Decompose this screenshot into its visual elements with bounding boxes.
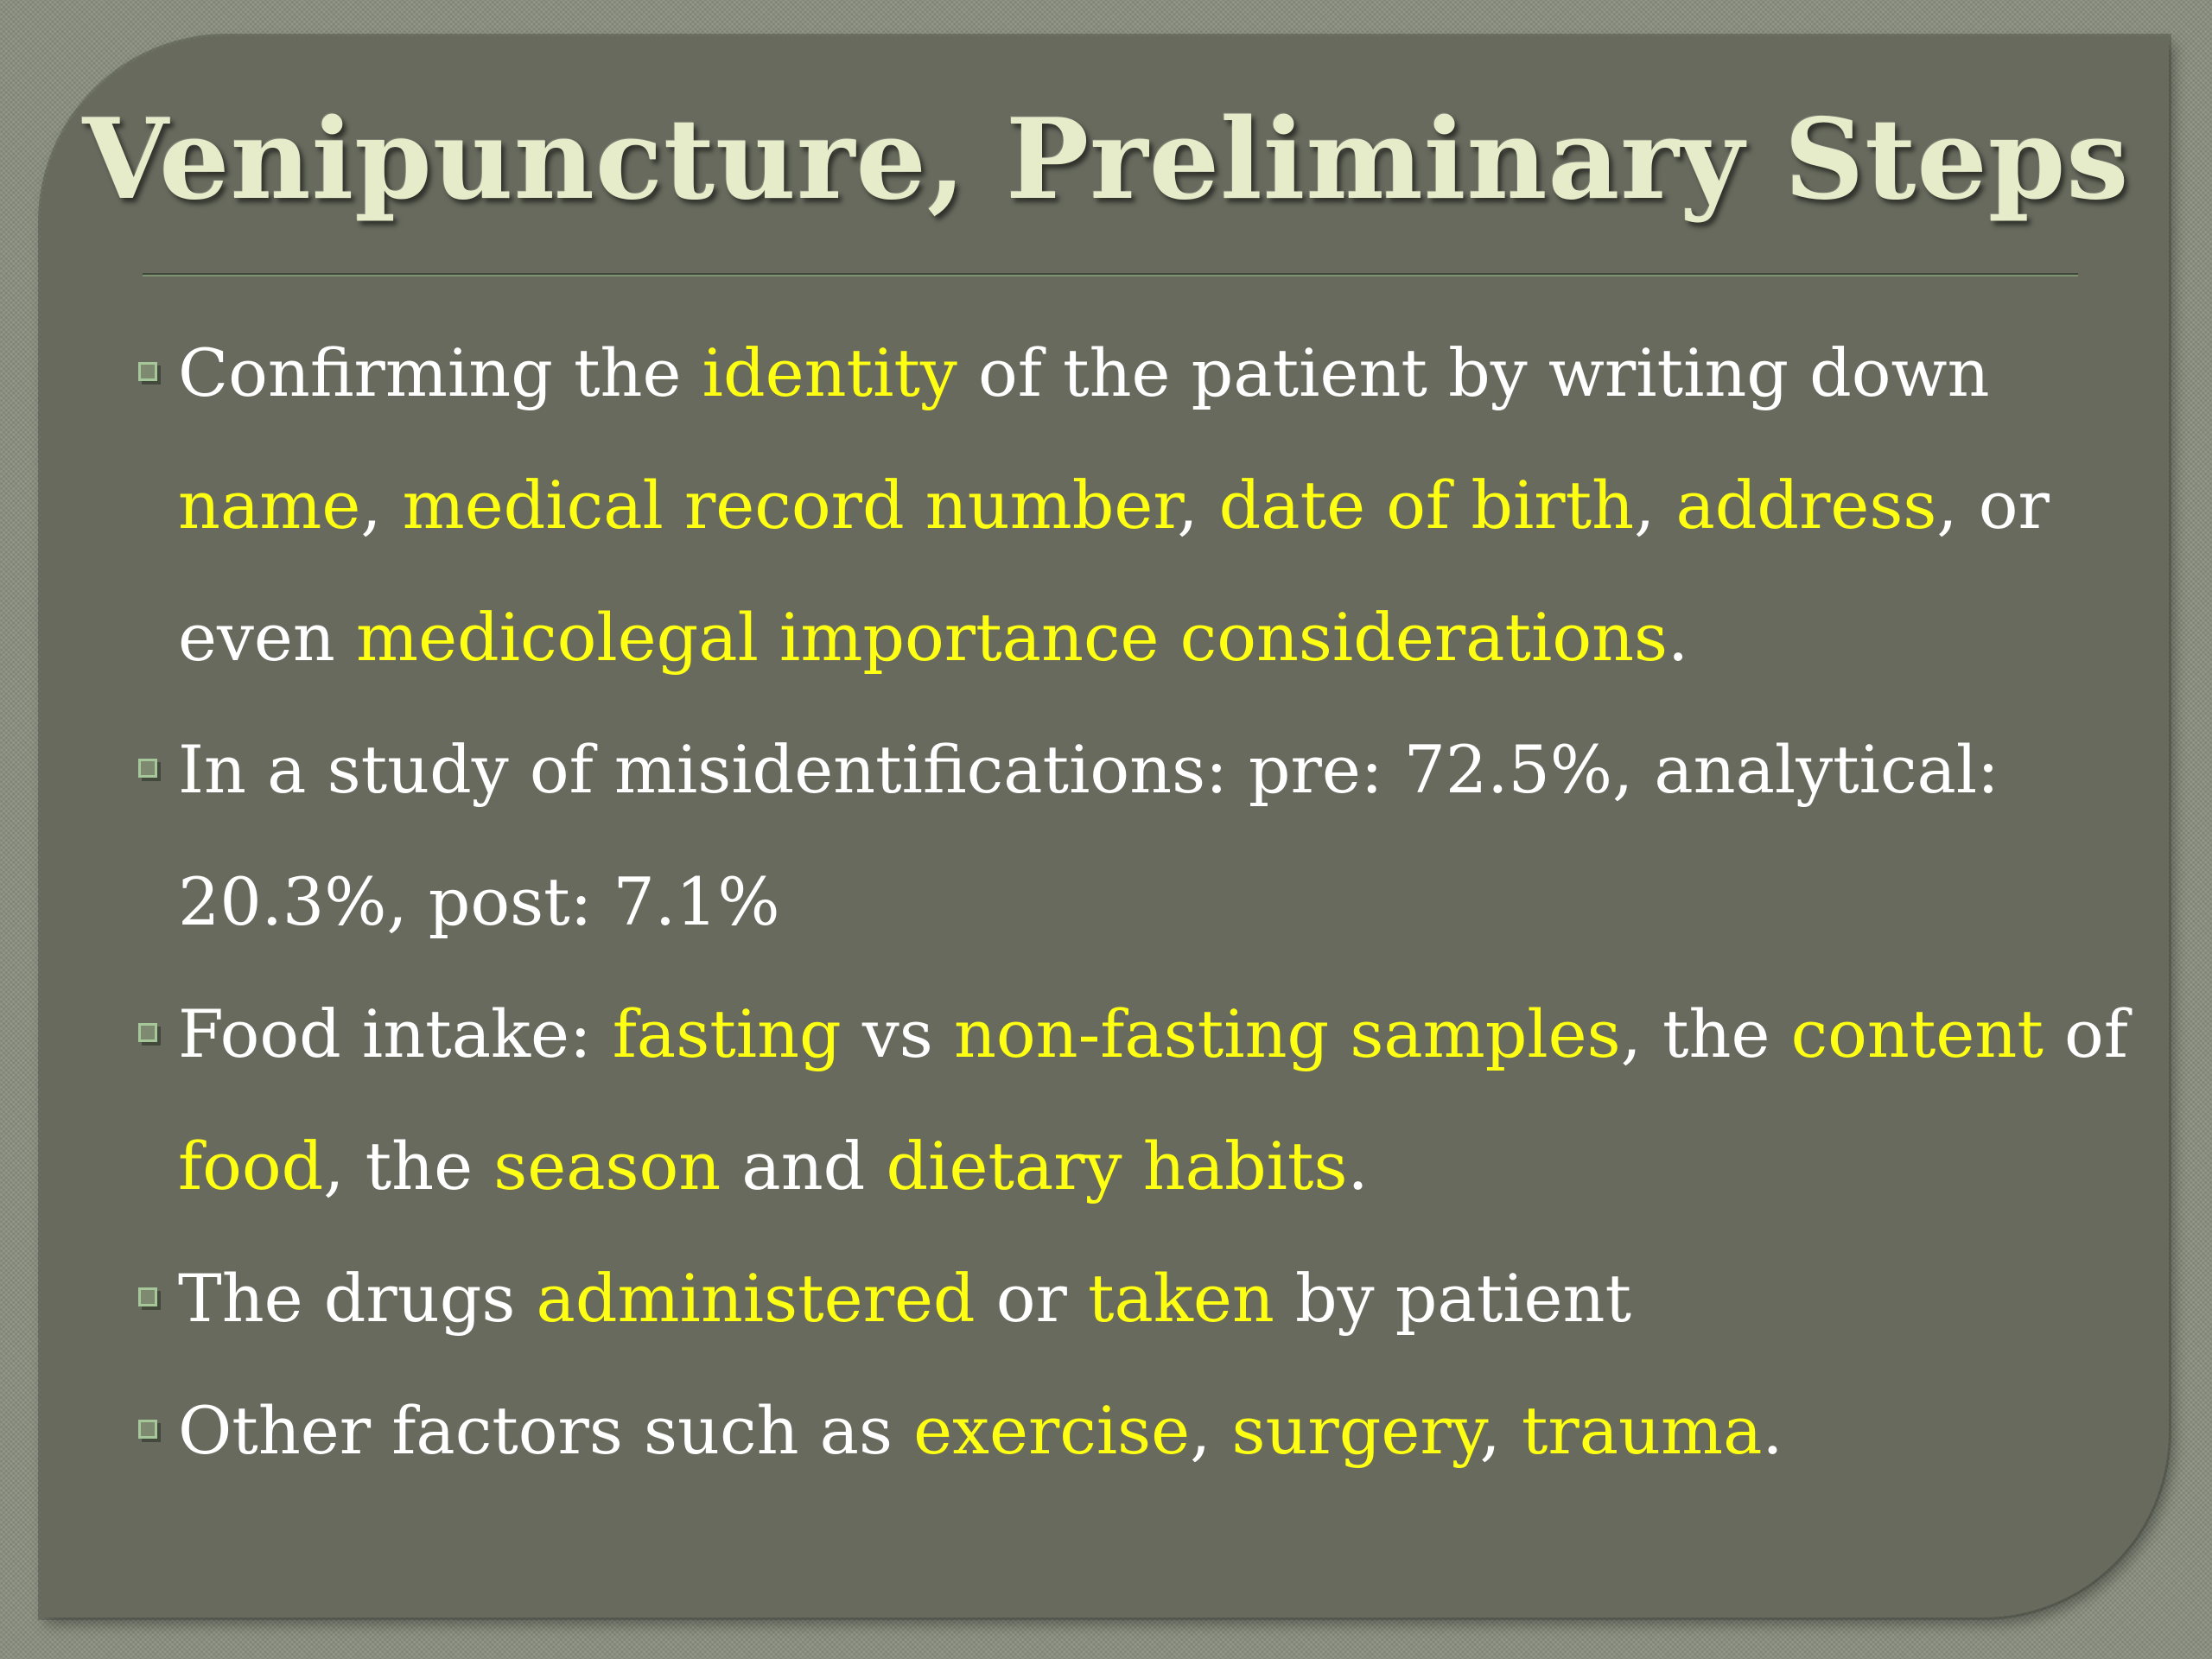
- body-text: , the: [1620, 995, 1791, 1072]
- bullet-line: [178, 703, 2115, 836]
- highlighted-text: address: [1675, 467, 1937, 543]
- highlighted-text: trauma: [1521, 1392, 1763, 1469]
- body-text: The drugs: [178, 1260, 537, 1337]
- body-text: ,: [1190, 1392, 1232, 1469]
- bullet-item: [137, 307, 2115, 703]
- highlighted-text: taken: [1088, 1260, 1274, 1337]
- body-text: ,: [1479, 1392, 1522, 1469]
- highlighted-text: administered: [536, 1260, 976, 1337]
- highlighted-text: exercise: [913, 1392, 1191, 1469]
- bullet-list: [137, 307, 2128, 1497]
- bullet-line: [178, 836, 2115, 968]
- highlighted-text: content: [1790, 995, 2044, 1072]
- bullet-line: [178, 968, 2128, 1100]
- body-text: by patient: [1274, 1260, 1632, 1337]
- square-checkbox-icon: [138, 1287, 157, 1306]
- bullet-item: [137, 703, 2115, 968]
- body-text: and: [721, 1128, 887, 1205]
- body-text: .: [1668, 599, 1689, 676]
- body-text: vs: [841, 995, 954, 1072]
- highlighted-text: dietary habits: [886, 1128, 1348, 1205]
- body-text: or: [975, 1260, 1088, 1337]
- bullet-line: [178, 307, 2115, 439]
- body-text: ,: [1634, 467, 1676, 543]
- bullet-line: [178, 439, 2115, 571]
- slide-title: Venipuncture, Preliminary Steps: [82, 95, 2130, 225]
- body-text: , the: [323, 1128, 494, 1205]
- bullet-line: [178, 1232, 2115, 1364]
- square-checkbox-icon: [138, 1420, 157, 1439]
- bullet-item: [137, 968, 2128, 1232]
- title-divider: [143, 273, 2078, 275]
- highlighted-text: date of birth: [1218, 467, 1635, 543]
- highlighted-text: surgery: [1231, 1392, 1480, 1469]
- square-checkbox-icon: [138, 1023, 157, 1042]
- body-text: .: [1347, 1128, 1369, 1205]
- highlighted-text: season: [493, 1128, 721, 1205]
- bullet-line: [178, 571, 2115, 703]
- highlighted-text: food: [178, 1128, 324, 1205]
- highlighted-text: name: [178, 467, 361, 543]
- bullet-item: [137, 1232, 2115, 1364]
- body-text: In a study of misidentifications: pre: 72.5%, analytical:: [178, 731, 1999, 808]
- body-text: , or: [1936, 467, 2050, 543]
- highlighted-text: medicolegal importance considerations: [356, 599, 1669, 676]
- highlighted-text: identity: [702, 334, 957, 411]
- body-text: 20.3%, post: 7.1%: [178, 863, 780, 940]
- bullet-item: [137, 1364, 2115, 1497]
- body-text: Food intake:: [178, 995, 613, 1072]
- bullet-line: [178, 1364, 2115, 1497]
- body-text: of the patient by writing down: [957, 334, 1990, 411]
- body-text: ,: [360, 467, 403, 543]
- body-text: Confirming the: [178, 334, 702, 411]
- body-text: even: [178, 599, 356, 676]
- highlighted-text: fasting: [612, 995, 842, 1072]
- body-text: of: [2043, 995, 2128, 1072]
- body-text: .: [1762, 1392, 1783, 1469]
- body-text: ,: [1177, 467, 1219, 543]
- square-checkbox-icon: [138, 759, 157, 778]
- highlighted-text: medical record number: [402, 467, 1178, 543]
- bullet-line: [178, 1100, 2115, 1232]
- square-checkbox-icon: [138, 362, 157, 381]
- body-text: Other factors such as: [178, 1392, 914, 1469]
- highlighted-text: non-fasting samples: [953, 995, 1621, 1072]
